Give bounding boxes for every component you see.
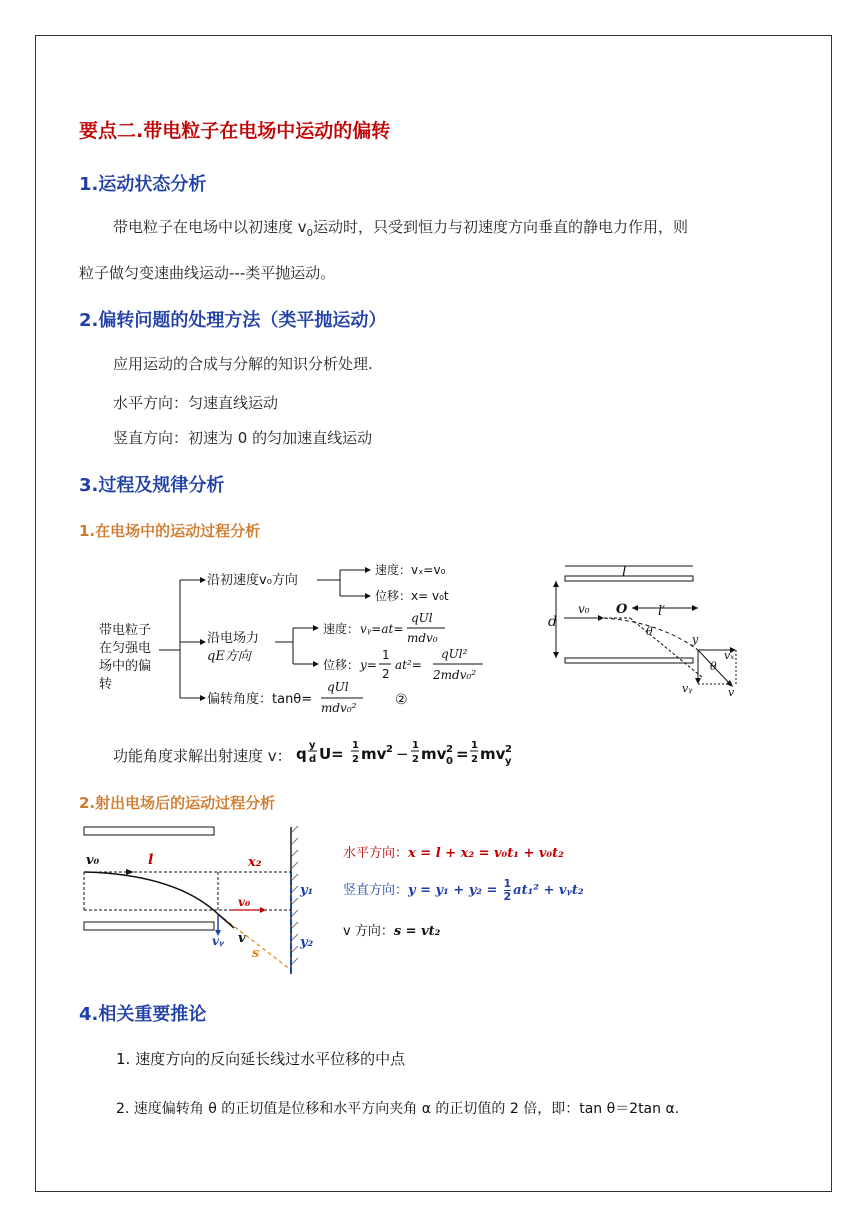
eq-horizontal-expr: x = l + x₂ = v₀t₁ + v₀t₂	[408, 846, 564, 861]
svg-text:−: −	[396, 745, 409, 763]
tree-branch1: 沿初速度v₀方向	[207, 573, 298, 588]
tree-root-line1: 带电粒子	[99, 623, 152, 638]
exit-y2-label: y₂	[300, 935, 314, 950]
tree-root-line4: 转	[99, 677, 113, 692]
section1-line1-a: 带电粒子在电场中以初速度 v	[113, 218, 307, 236]
plate-lprime-label: l′	[658, 604, 666, 619]
exit-v-label: v	[238, 931, 246, 946]
section1-line2: 粒子做匀变速曲线运动---类平抛运动。	[79, 264, 336, 282]
svg-text:2: 2	[386, 744, 393, 755]
eq-half-den: 2	[503, 890, 512, 903]
tree-half-den: 2	[382, 667, 390, 681]
eq-v	[343, 920, 440, 939]
tree-branch2-disp-num: qUl²	[441, 647, 468, 661]
svg-text:q: q	[296, 745, 307, 763]
section2-line2: 水平方向：匀速直线运动	[113, 394, 279, 412]
section1-line1-sub: 0	[306, 228, 314, 239]
section2-line1: 应用运动的合成与分解的知识分析处理.	[113, 355, 373, 373]
tree-branch2-speed-expr: vᵧ=at=	[360, 622, 404, 636]
tree-branch3-num: qUl	[327, 680, 349, 694]
section4-item2: 2. 速度偏转角 θ 的正切值是位移和水平方向夹角 α 的正切值的 2 倍，即：tan θ＝2tan α.	[116, 1101, 680, 1117]
tree-root-line3: 场中的偏	[99, 659, 152, 674]
tree-branch2-line1: 沿电场力	[207, 631, 260, 646]
svg-text:y: y	[309, 740, 316, 751]
eq-half-num: 1	[503, 877, 512, 890]
eq-vertical-half	[504, 878, 512, 903]
plate-theta2-label: θ	[710, 660, 717, 673]
section4-title: 4.相关重要推论	[79, 1004, 207, 1025]
plate-v0-label: v₀	[578, 602, 590, 616]
section3-sub1: 1.在电场中的运动过程分析	[79, 522, 261, 540]
svg-text:2: 2	[352, 754, 359, 765]
tree-branch2-disp-den: 2mdv₀²	[433, 668, 477, 682]
section2-title: 2.偏转问题的处理方法（类平抛运动）	[79, 310, 387, 331]
tree-branch3-den: mdv₀²	[321, 701, 357, 715]
section1-line1-b: 运动时，只受到恒力与初速度方向垂直的静电力作用，则	[313, 218, 689, 236]
svg-text:1: 1	[471, 740, 478, 751]
eq-vertical-a: y = y₁ + y₂ =	[408, 883, 498, 898]
tree-branch1-speed: 速度：vₓ=v₀	[375, 563, 446, 577]
exit-vy-label: vᵧ	[212, 934, 224, 948]
svg-text:2: 2	[505, 744, 512, 755]
svg-text:d: d	[309, 754, 317, 765]
exit-motion-diagram	[80, 822, 325, 980]
plate-d-label: d	[548, 614, 557, 630]
section3-title: 3.过程及规律分析	[79, 475, 225, 496]
energy-formula	[296, 734, 546, 774]
exit-x2-label: x₂	[248, 855, 262, 870]
plate-vy-label: vᵧ	[682, 682, 693, 695]
section3-sub2: 2.射出电场后的运动过程分析	[79, 794, 276, 812]
eq-v-expr: s = vt₂	[393, 924, 441, 939]
section1-title: 1.运动状态分析	[79, 174, 207, 195]
deflection-tree-diagram	[95, 560, 515, 720]
plate-vx-label: vₓ	[724, 649, 735, 662]
svg-text:U=: U=	[319, 745, 344, 763]
svg-text:2: 2	[471, 754, 478, 765]
eq-v-label: v 方向：	[343, 924, 394, 939]
eq-vertical-label: 竖直方向：	[343, 883, 409, 898]
svg-text:0: 0	[446, 756, 453, 767]
tree-circle-num: ②	[395, 692, 408, 708]
svg-text:2: 2	[446, 744, 453, 755]
exit-l-label: l	[148, 852, 154, 868]
tree-branch2-line2: qE方向	[207, 649, 251, 664]
svg-text:mv: mv	[480, 745, 506, 763]
exit-v0-label: v₀	[86, 853, 100, 868]
energy-text: 功能角度求解出射速度 v：	[113, 747, 292, 765]
tree-branch3-label: 偏转角度：tanθ=	[207, 692, 313, 707]
exit-v0-mid-label: v₀	[238, 895, 251, 909]
eq-horizontal	[343, 842, 564, 861]
plate-deflection-diagram	[540, 560, 750, 700]
tree-branch2-disp-expr: y=	[360, 658, 377, 672]
plate-v-label: v	[728, 686, 735, 699]
section1-line1	[113, 216, 688, 239]
plate-O-label: O	[616, 602, 628, 617]
eq-vertical-b: at₁² + vᵧt₂	[513, 883, 584, 898]
section4-item1: 1. 速度方向的反向延长线过水平位移的中点	[116, 1050, 406, 1068]
svg-text:y: y	[505, 756, 512, 767]
tree-branch2-disp-label: 位移：	[323, 658, 360, 672]
tree-branch2-disp-mid: at²=	[395, 658, 422, 672]
eq-vertical	[343, 878, 584, 903]
svg-text:mv: mv	[361, 745, 387, 763]
svg-text:1: 1	[352, 740, 359, 751]
svg-text:=: =	[456, 745, 469, 763]
svg-text:1: 1	[412, 740, 419, 751]
tree-root-line2: 在匀强电	[99, 641, 152, 656]
tree-branch2-speed-num: qUl	[411, 611, 433, 625]
tree-branch2-speed-label: 速度：	[323, 622, 360, 636]
plate-l-label: l	[622, 564, 627, 580]
svg-text:2: 2	[412, 754, 419, 765]
tree-branch2-speed-den: mdv₀	[407, 631, 438, 645]
main-heading: 要点二.带电粒子在电场中运动的偏转	[79, 120, 391, 142]
section2-line3: 竖直方向：初速为 0 的匀加速直线运动	[113, 429, 373, 447]
tree-branch1-disp: 位移：x= v₀t	[375, 589, 449, 603]
plate-theta-label: θ	[646, 625, 653, 638]
svg-text:mv: mv	[421, 745, 447, 763]
plate-y-label: y	[692, 633, 699, 646]
eq-horizontal-label: 水平方向：	[343, 846, 409, 861]
exit-y1-label: y₁	[300, 883, 314, 898]
tree-half-num: 1	[382, 648, 390, 662]
exit-s-label: s	[252, 946, 260, 961]
